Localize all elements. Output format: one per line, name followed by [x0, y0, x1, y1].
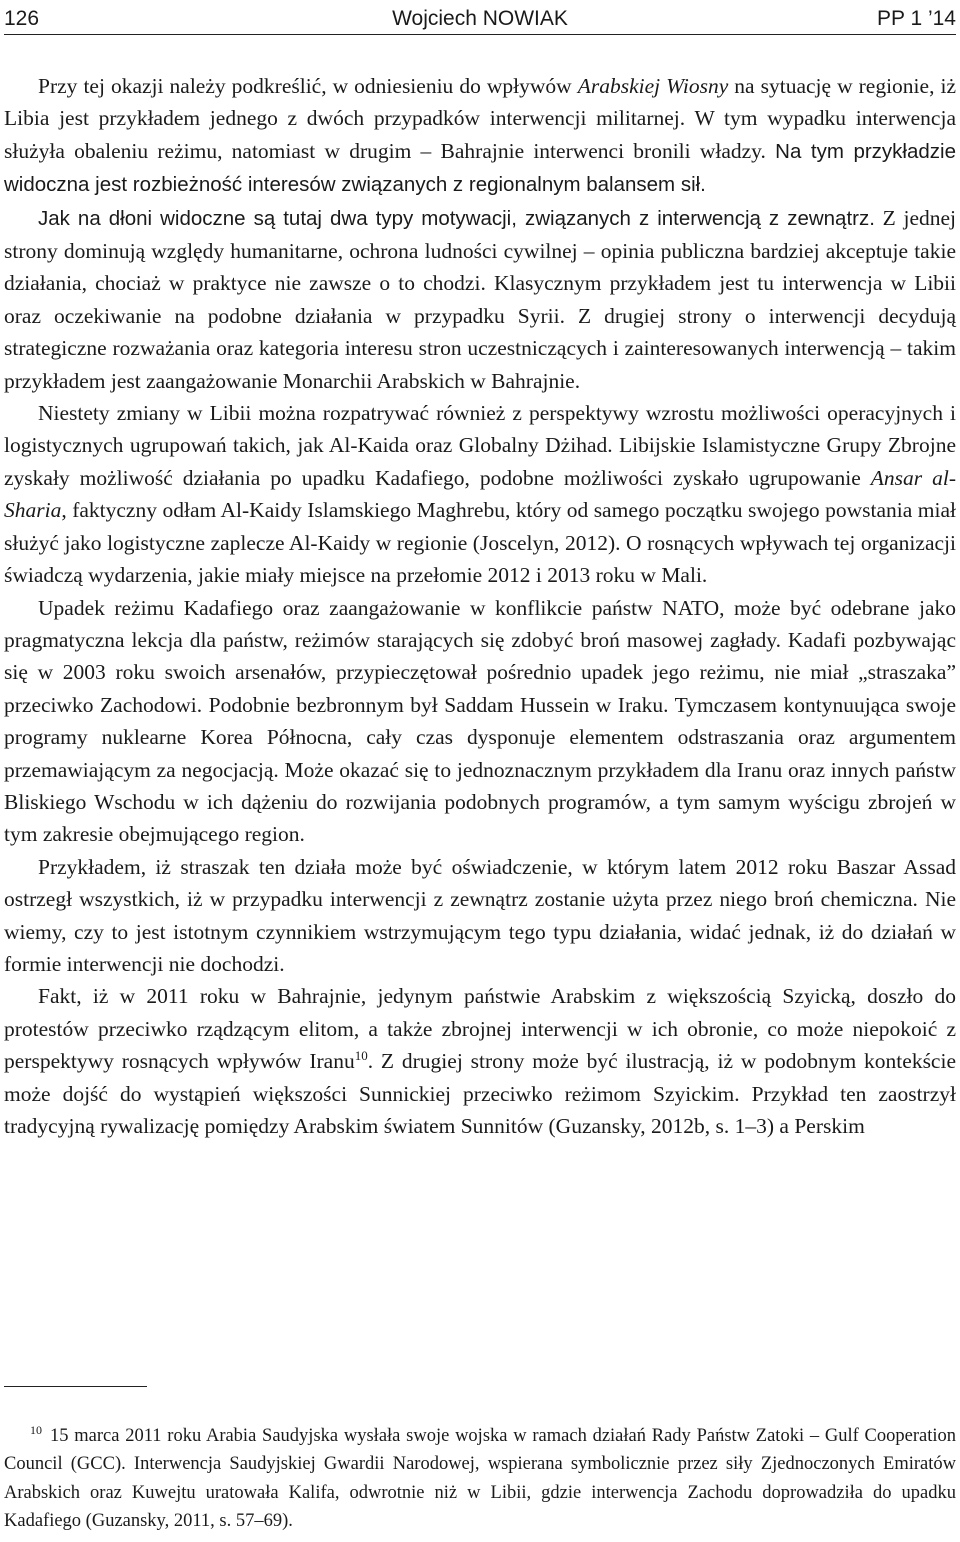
footnote-separator: [4, 1386, 147, 1387]
paragraph-5: Przykładem, iż straszak ten działa może być oświadczenie, w którym latem 2012 roku Baszar Assad ostrzegł wszystkich, iż w przypadku interwencji z zewnątrz zostanie użyta przez niego broń chemiczna. Nie wiemy, czy to jest istotnym czynnikiem wstrzymującym tego typu działania, widać jednak, iż do działań w formie interwencji nie dochodzi.: [4, 854, 956, 976]
footnote-text: 15 marca 2011 roku Arabia Saudyjska wysłała swoje wojska w ramach działań Rady Państw Zatoki – Gulf Cooperation Council (GCC). Interwencja Saudyjskiej Gwardii Narodowej, wspierana symbolicznie przez siły Zjednoczonych Emiratów Arabskich oraz Kuwejtu uratowała Kalifa, odwrotnie niż w Libii, gdzie interwencja Zachodu doprowadziła do upadku Kadafiego (Guzansky, 2011, s. 57–69).: [4, 1426, 956, 1531]
emphasis-ansar-al-sharia: Ansar al-Sharia: [4, 465, 957, 523]
footnote-reference[interactable]: 10: [354, 1048, 368, 1064]
paragraph-6: Fakt, iż w 2011 roku w Bahrajnie, jedynym państwie Arabskim z większością Szyicką, doszło do protestów przeciwko rządzącym elitom, a także zbrojnej interwencji w ich obronie, co może niepokoić z perspektywy rosnących wpływów Iranu$^{10}$. Z drugiej strony może być ilustracją, iż w podobnym kontekście może dojść do wystąpień większości Sunnickiej przeciwko reżimom Szyickim. Przykład ten zaostrzył tradycyjną rywalizację pomiędzy Arabskim światem Sunnitów (Guzansky, 2012b, s. 1–3) a Perskim: [4, 984, 956, 1138]
page-header: [4, 4, 956, 35]
main-text: [4, 70, 956, 1142]
paragraph-2: Jak na dłoni widoczne są tutaj dwa typy motywacji, związanych z interwencją z zewnątrz. Z jednej strony dominują względy humanitarne, ochrona ludności cywilnej – opinia publiczna bardziej akceptuje takie działania, chociaż w praktyce nie zawsze o to chodzi. Klasycznym przykładem jest tu interwencja w Libii oraz oczekiwanie na podobne działania w przypadku Syrii. Z drugiej strony o interwencji decydują strategiczne rozważania oraz kategoria interesu stron uczestniczących i zainteresowanych interwencją – takim przykładem jest zaangażowanie Monarchii Arabskich w Bahrajnie.: [4, 205, 957, 393]
emphasis-arabskiej-wiosny: Arabskiej Wiosny: [577, 74, 729, 98]
paragraph-4: Upadek reżimu Kadafiego oraz zaangażowanie w konflikcie państw NATO, może być odebrane jako pragmatyczna lekcja dla państw, reżimów starających się zdobyć broń masowej zagłady. Kadafi pozbywając się w 2003 roku swoich arsenałów, przypieczętował pośrednio upadek jego reżimu, nie miał „straszaka” przeciwko Zachodowi. Podobnie bezbronnym był Saddam Hussein w Iraku. Tymczasem kontynuująca swoje programy nuklearne Korea Północna, cały czas dysponuje elementem odstraszania oraz argumentem przemawiającym za negocjacją. Może okazać się to jednoznacznym przykładem dla Iranu oraz innych państw Bliskiego Wschodu w ich dążeniu do rozwijania podobnych programów, a tym samym wyścigu zbrojeń w tym zakresie obejmującego region.: [4, 595, 956, 847]
running-head-author: Wojciech NOWIAK: [392, 7, 568, 30]
footnote-number: 10: [30, 1422, 42, 1437]
page-number: 126: [4, 7, 40, 30]
paragraph-3: Niestety zmiany w Libii można rozpatrywać również z perspektywy wzrostu możliwości operacyjnych i logistycznych ugrupowań takich, jak Al-Kaida oraz Globalny Dżihad. Libijskie Islamistyczne Grupy Zbrojne zyskały możliwość działania po upadku Kadafiego, podobne możliwości zyskało ugrupowanie Ansar al-Sharia, faktyczny odłam Al-Kaidy Islamskiego Maghrebu, który od samego początku swojego powstania miał służyć jako logistyczne zaplecze Al-Kaidy w regionie (Joscelyn, 2012). O rosnących wpływach tej organizacji świadczą wydarzenia, jakie miały miejsce na przełomie 2012 i 2013 roku w Mali.: [4, 401, 957, 588]
running-head-journal: PP 1 ’14: [876, 7, 956, 30]
paragraph-1: Przy tej okazji należy podkreślić, w odniesieniu do wpływów Arabskiej Wiosny na sytuację w regionie, iż Libia jest przykładem jednego z dwóch przypadków interwencji militarnej. W tym wypadku interwencja służyła obaleniu reżimu, natomiast w drugim – Bahrajnie interwenci bronili władzy. Na tym przykładzie widoczna jest rozbieżność interesów związanych z regionalnym balansem sił.: [4, 74, 956, 197]
footnote: [4, 1422, 956, 1535]
